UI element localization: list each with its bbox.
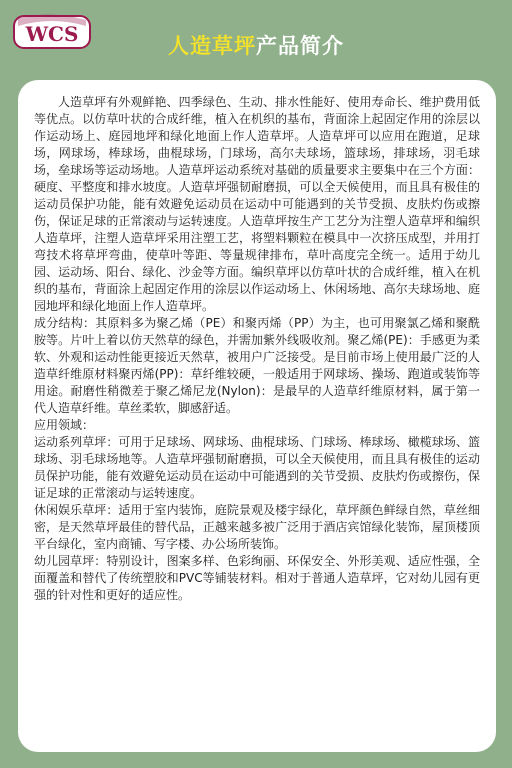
kindergarten-turf-paragraph: 幼儿园草坪：特别设计，图案多样、色彩绚丽、环保安全、外形美观、适应性强，全面覆盖和替代了传统塑胶和PVC等铺装材料。相对于普通人造草坪，它对幼儿园有更强的针对性和更好的适应性。 bbox=[34, 554, 480, 602]
page-title bbox=[0, 30, 512, 60]
composition-paragraph: 成分结构：其原料多为聚乙烯（PE）和聚丙烯（PP）为主，也可用聚氯乙烯和聚酰胺等。片叶上着以仿天然草的绿色，并需加紫外线吸收剂。聚乙烯(PE)：手感更为柔软、外观和运动性能更接近天然草，被用户广泛接受。是目前市场上使用最广泛的人造草纤维原材料聚丙烯(PP)：草纤维较硬，一般适用于网球场、操场、跑道或装饰等用途。耐磨性稍微差于聚乙烯尼龙(Nylon)：是最早的人造草纤维原材料，属于第一代人造草纤维。草丝柔软，脚感舒适。 bbox=[34, 316, 480, 415]
sports-turf-paragraph: 运动系列草坪：可用于足球场、网球场、曲棍球场、门球场、棒球场、橄榄球场、篮球场、羽毛球场地等。人造草坪强韧耐磨损，可以全天候使用，而且具有极佳的运动员保护功能，能有效避免运动员在运动中可能遇到的关节受损、皮肤灼伤或擦伤，保证足球的正常滚动与运转速度。 bbox=[34, 435, 480, 500]
leisure-turf-paragraph: 休闲娱乐草坪：适用于室内装饰，庭院景观及楼宇绿化，草坪颜色鲜绿自然，草丝细密，是天然草坪最佳的替代品，正越来越多被广泛用于酒店宾馆绿化装饰，屋顶楼顶平台绿化，室内商铺、写字楼、办公场所装饰。 bbox=[34, 503, 480, 551]
title-highlight: 人造草坪 bbox=[168, 34, 256, 58]
intro-paragraph: 人造草坪有外观鲜艳、四季绿色、生动、排水性能好、使用寿命长、维护费用低等优点。以仿草叶状的合成纤维，植入在机织的基布，背面涂上起固定作用的涂层以作运动场上、庭园地坪和绿化地面上作人造草坪。人造草坪可以应用在跑道，足球场，网球场，棒球场，曲棍球场，门球场，高尔夫球场，篮球场，排球场，羽毛球场，垒球场等运动场地。人造草坪运动系统对基础的质量要求主要集中在三个方面：硬度、平整度和排水坡度。人造草坪强韧耐磨损，可以全天候使用，而且具有极佳的运动员保护功能，能有效避免运动员在运动中可能遇到的关节受损、皮肤灼伤或擦伤，保证足球的正常滚动与运转速度。人造草坪按生产工艺分为注塑人造草坪和编织人造草坪，注塑人造草坪采用注塑工艺，将塑料颗粒在模具中一次挤压成型，并用打弯技术将草坪弯曲，使草叶等距、等量规律排布，草叶高度完全统一。适用于幼儿园、运动场、阳台、绿化、沙金等方面。编织草坪以仿草叶状的合成纤维，植入在机织的基布，背面涂上起固定作用的涂层以作运动场上、休闲场地、高尔夫球场地、庭园地坪和绿化地面上作人造草坪。 bbox=[34, 95, 480, 313]
svg-text:WCS: WCS bbox=[25, 22, 79, 46]
title-rest: 产品简介 bbox=[256, 34, 344, 58]
content-panel bbox=[18, 80, 496, 752]
application-heading: 应用领域： bbox=[34, 418, 95, 432]
